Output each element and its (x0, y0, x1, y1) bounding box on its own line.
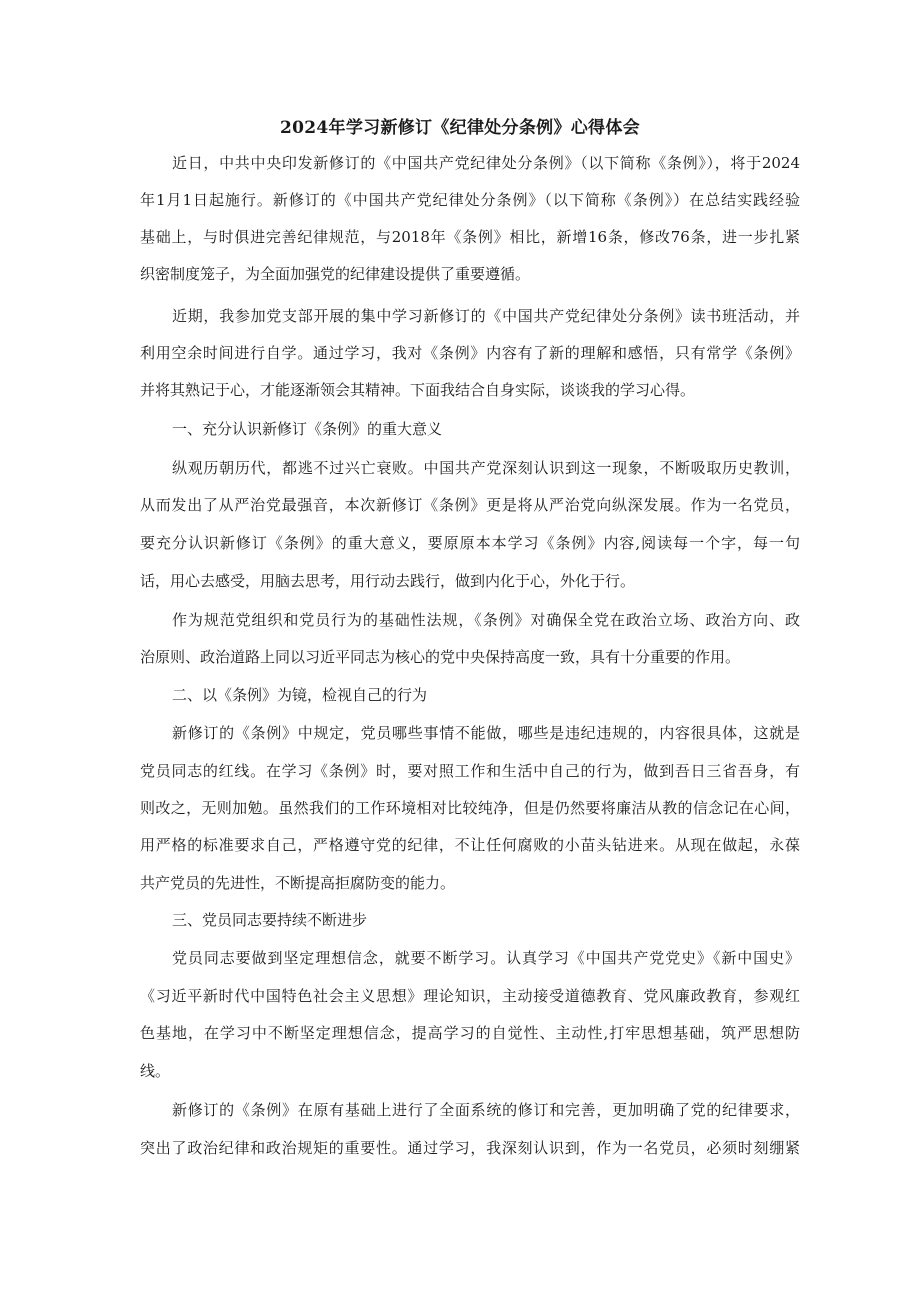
paragraph-line: 党员同志的红线。在学习《条例》时，要对照工作和生活中自己的行为，做到吾日三省吾身，有 (140, 762, 800, 780)
paragraph-line: 共产党员的先进性，不断提高拒腐防变的能力。 (140, 874, 456, 892)
section-heading: 一、充分认识新修订《条例》的重大意义 (172, 420, 443, 438)
paragraph-line: 基础上，与时俱进完善纪律规范，与2018年《条例》相比，新增16条，修改76条，进一步扎紧 (140, 228, 800, 246)
section-heading: 三、党员同志要持续不断进步 (172, 911, 368, 929)
paragraph-line: 新修订的《条例》在原有基础上进行了全面系统的修订和完善，更加明确了党的纪律要求， (172, 1101, 800, 1119)
section-heading: 二、以《条例》为镜，检视自己的行为 (172, 686, 428, 704)
paragraph-line: 纵观历朝历代，都逃不过兴亡衰败。中国共产党深刻认识到这一现象，不断吸取历史教训， (172, 459, 800, 477)
paragraph-line: 织密制度笼子，为全面加强党的纪律建设提供了重要遵循。 (140, 265, 531, 283)
paragraph-line: 突出了政治纪律和政治规矩的重要性。通过学习，我深刻认识到，作为一名党员，必须时刻绷紧 (140, 1139, 800, 1157)
paragraph-line: 并将其熟记于心，才能逐渐领会其精神。下面我结合自身实际，谈谈我的学习心得。 (140, 381, 696, 399)
paragraph-line: 党员同志要做到坚定理想信念，就要不断学习。认真学习《中国共产党党史》《新中国史》 (172, 949, 800, 967)
paragraph-line: 新修订的《条例》中规定，党员哪些事情不能做，哪些是违纪违规的，内容很具体，这就是 (172, 724, 800, 742)
paragraph-line: 《习近平新时代中国特色社会主义思想》理论知识，主动接受道德教育、党风廉政教育，参观红 (140, 987, 800, 1005)
paragraph-line: 利用空余时间进行自学。通过学习，我对《条例》内容有了新的理解和感悟，只有常学《条例》 (140, 344, 800, 362)
paragraph-line: 话，用心去感受，用脑去思考，用行动去践行，做到内化于心，外化于行。 (140, 572, 636, 590)
paragraph-line: 从而发出了从严治党最强音，本次新修订《条例》更是将从严治党向纵深发展。作为一名党员， (140, 496, 800, 514)
paragraph-line: 线。 (140, 1062, 171, 1080)
paragraph-line: 要充分认识新修订《条例》的重大意义，要原原本本学习《条例》内容,阅读每一个字，每一句 (140, 534, 800, 552)
paragraph-line: 作为规范党组织和党员行为的基础性法规，《条例》对确保全党在政治立场、政治方向、政 (172, 611, 800, 629)
paragraph-line: 用严格的标准要求自己，严格遵守党的纪律，不让任何腐败的小苗头钻进来。从现在做起，永葆 (140, 836, 800, 854)
document-title: 2024年学习新修订《纪律处分条例》心得体会 (280, 118, 640, 138)
paragraph-line: 则改之，无则加勉。虽然我们的工作环境相对比较纯净，但是仍然要将廉洁从教的信念记在心间， (140, 799, 800, 817)
paragraph-line: 近期，我参加党支部开展的集中学习新修订的《中国共产党纪律处分条例》读书班活动，并 (172, 307, 800, 325)
paragraph-line: 色基地，在学习中不断坚定理想信念，提高学习的自觉性、主动性,打牢思想基础，筑严思想防 (140, 1024, 800, 1042)
paragraph-line: 治原则、政治道路上同以习近平同志为核心的党中央保持高度一致，具有十分重要的作用。 (140, 648, 741, 666)
paragraph-line: 近日，中共中央印发新修订的《中国共产党纪律处分条例》（以下简称《条例》），将于2024 (172, 154, 800, 172)
paragraph-line: 年1月1日起施行。新修订的《中国共产党纪律处分条例》（以下简称《条例》）在总结实践经验 (140, 191, 800, 209)
